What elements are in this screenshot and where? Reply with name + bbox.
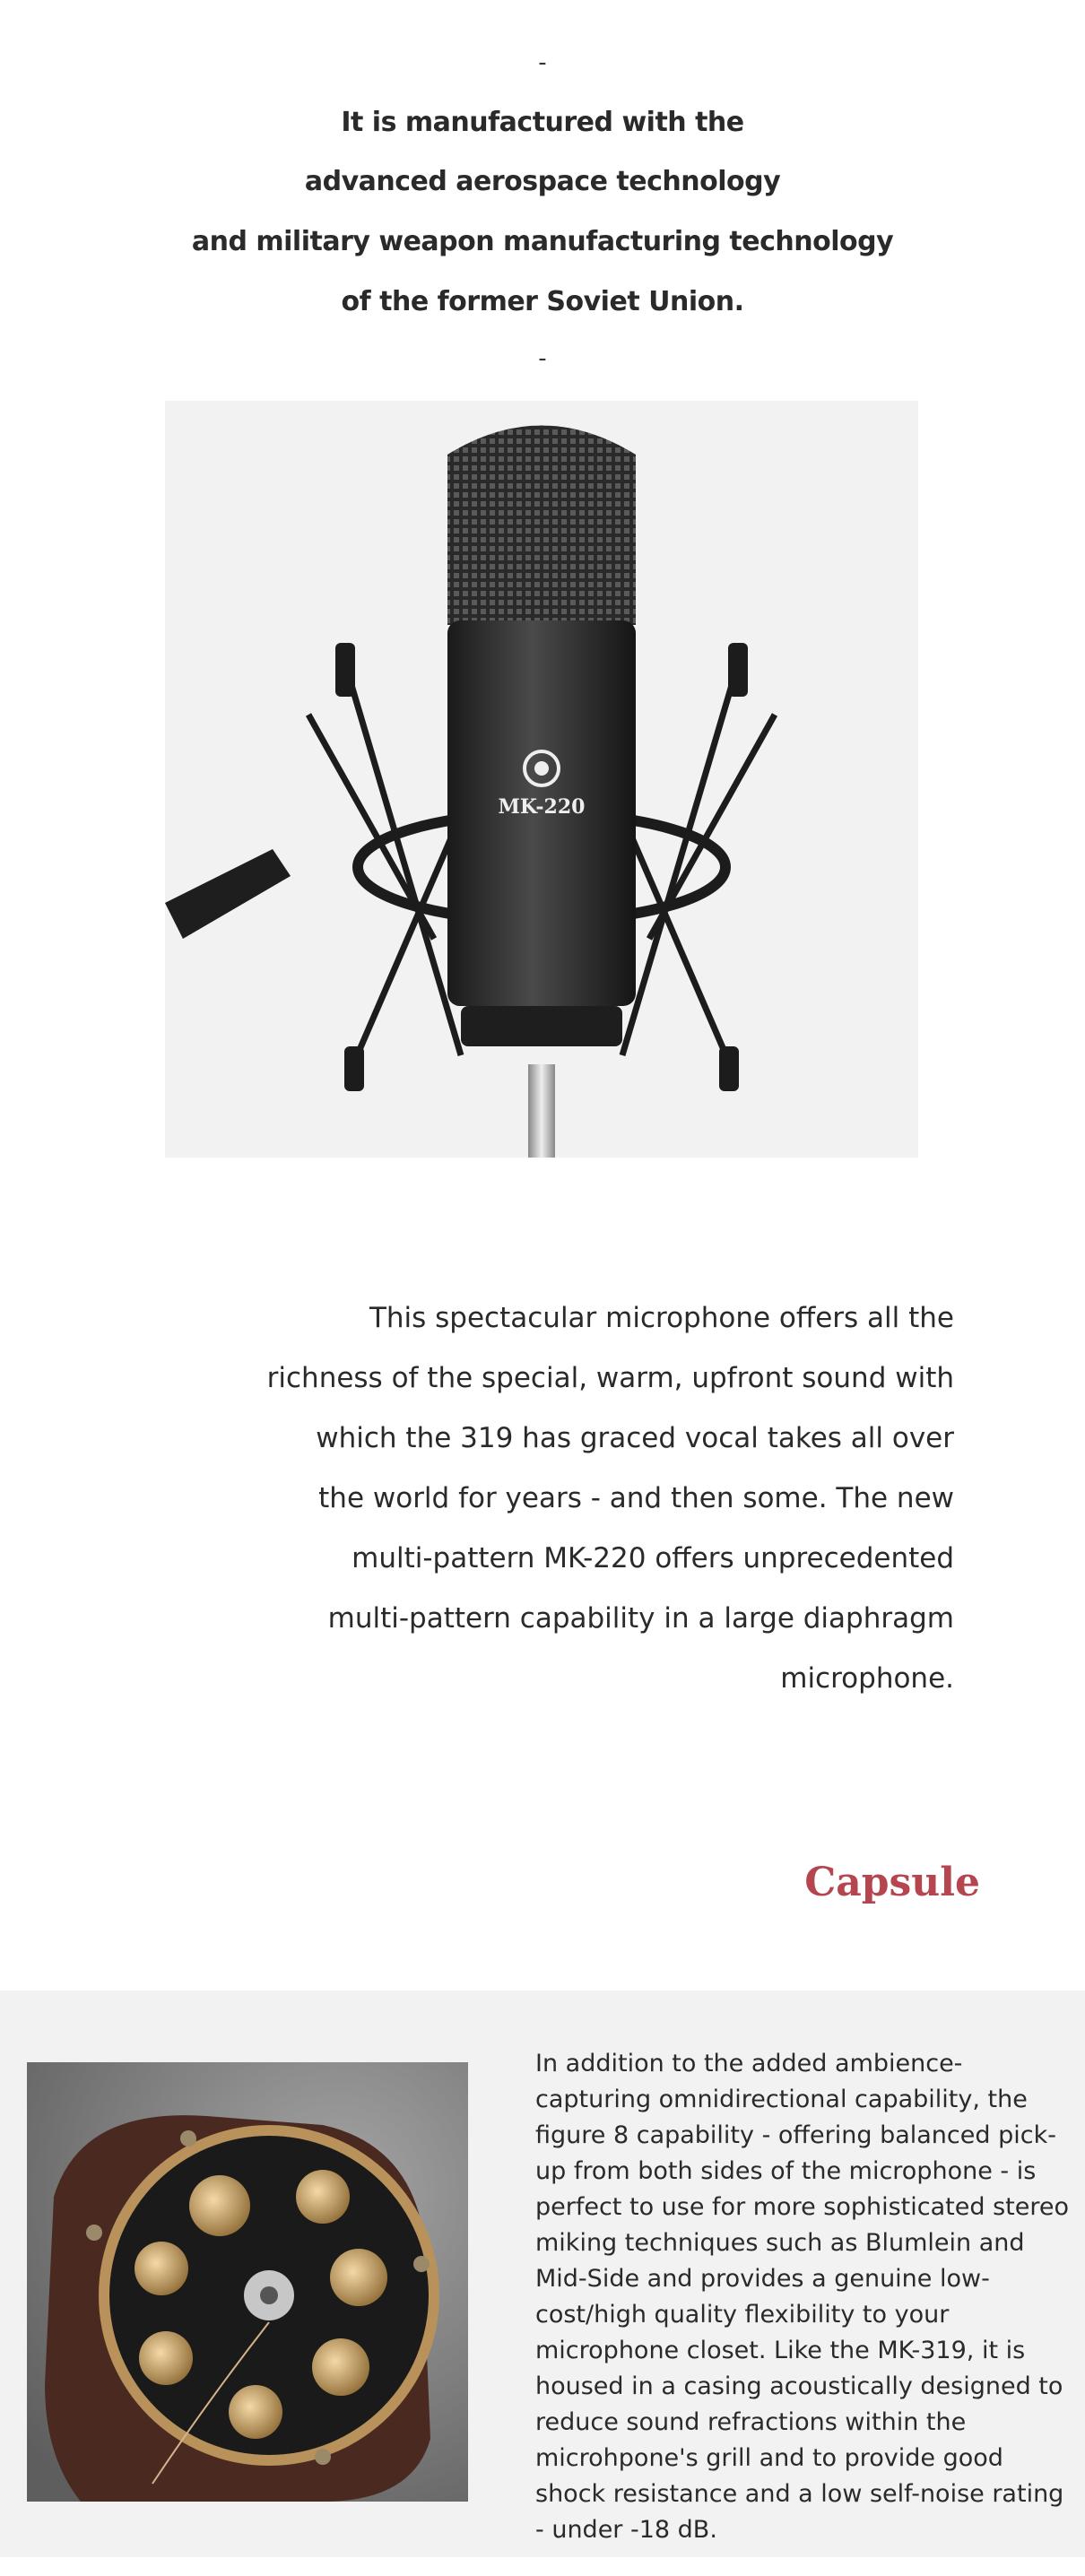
description-line-7: microphone. <box>780 1662 954 1695</box>
description-line-4: the world for years - and then some. The new <box>318 1482 954 1514</box>
description-line-1: This spectacular microphone offers all the <box>369 1302 954 1334</box>
capsule-description: In addition to the added ambience-capturing omnidirectional capability, the figure 8 capability - offering balanced pick-up from both sides of the microphone - is perfect to use for more sophisticated stereo miking techniques such as Blumlein and Mid-Side and provides a genuine low-cost/high quality flexibility to your microphone closet. Like the MK-319, it is housed in a casing acoustically designed to reduce sound refractions within the microhpone's grill and to provide good shock resistance and a low self-noise rating - under -18 dB. <box>535 2050 1069 2544</box>
separator-top: - <box>538 49 547 76</box>
description-line-2: richness of the special, warm, upfront sound with <box>266 1362 954 1394</box>
capsule-illustration <box>27 2062 468 2502</box>
capsule-photo <box>27 2062 468 2502</box>
model-label: MK-220 <box>498 795 586 819</box>
description-line-6: multi-pattern capability in a large diaphragm <box>327 1602 954 1635</box>
description-line-3: which the 319 has graced vocal takes all over <box>316 1422 954 1454</box>
intro-line-1: It is manufactured with the <box>341 107 744 138</box>
intro-line-2: advanced aerospace technology <box>304 166 781 197</box>
description-line-5: multi-pattern MK-220 offers unprecedented <box>352 1542 954 1574</box>
microphone-photo <box>165 401 918 1158</box>
intro-line-3: and military weapon manufacturing technology <box>191 226 894 257</box>
separator-bottom: - <box>538 345 547 372</box>
intro-line-4: of the former Soviet Union. <box>341 286 744 317</box>
microphone-illustration <box>165 401 918 1158</box>
capsule-heading: Capsule <box>804 1860 980 1905</box>
